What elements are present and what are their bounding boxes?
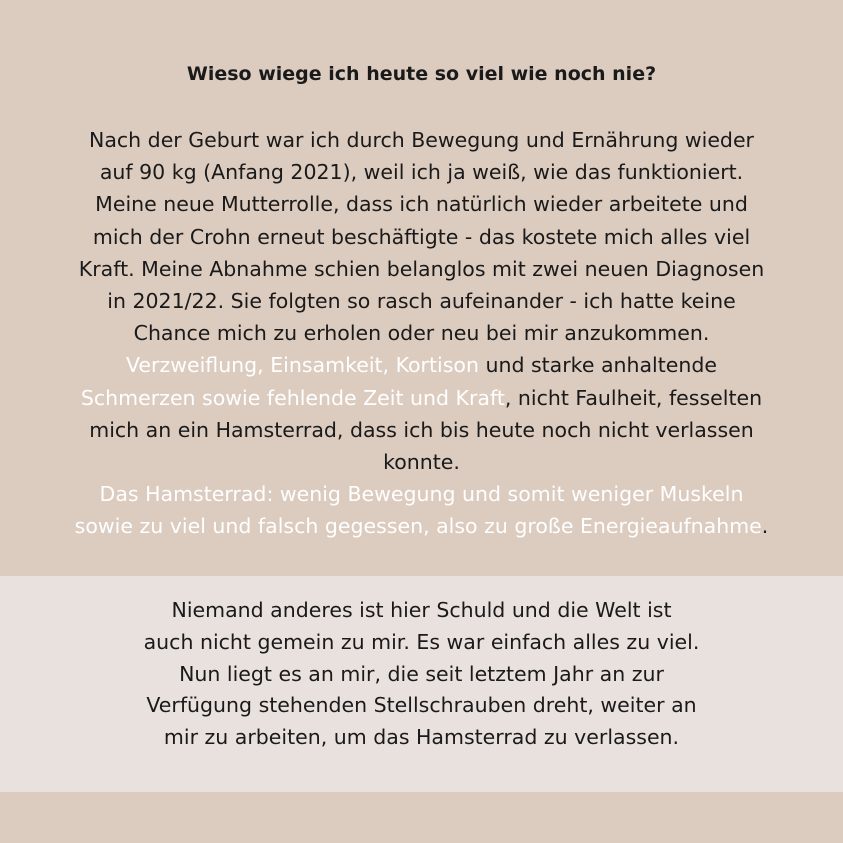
paragraph-line [55, 349, 788, 381]
paragraph-line: auf 90 kg (Anfang 2021), weil ich ja weiß, wie das funktioniert. [99, 160, 744, 185]
highlight-text: Verzweiflung, Einsamkeit, Kortison [125, 353, 479, 378]
highlight-text: Das Hamsterrad: wenig Bewegung und somit weniger Muskeln [99, 482, 744, 507]
closing-line: Nun liegt es an mir, die seit letztem Jahr an zur [179, 661, 664, 686]
closing-line: Verfügung stehenden Stellschrauben dreht, weiter an [146, 693, 697, 718]
highlight-text: sowie zu viel und falsch gegessen, also zu große Energieaufnahme [74, 514, 762, 539]
paragraph-line: in 2021/22. Sie folgten so rasch aufeinander - ich hatte keine [107, 289, 736, 314]
paragraph-text: . [761, 514, 769, 539]
paragraph-line: Meine neue Mutterrolle, dass ich natürlich wieder arbeitete und [95, 192, 748, 217]
paragraph-line: Chance mich zu erholen oder neu bei mir anzukommen. [133, 321, 710, 346]
paragraph-text: und starke anhaltende [478, 353, 718, 378]
paragraph-line: konnte. [383, 450, 460, 475]
closing-line: auch nicht gemein zu mir. Es war einfach alles zu viel. [143, 629, 700, 654]
footer-band [0, 792, 843, 843]
closing-line: mir zu arbeiten, um das Hamsterrad zu verlassen. [163, 725, 680, 750]
paragraph-line: mich der Crohn erneut beschäftigte - das kostete mich alles viel [92, 224, 751, 249]
paragraph-line: Kraft. Meine Abnahme schien belanglos mit zwei neuen Diagnosen [78, 256, 765, 281]
page-title: Wieso wiege ich heute so viel wie noch nie? [186, 63, 657, 85]
paragraph-line [55, 382, 788, 414]
paragraph-line: Nach der Geburt war ich durch Bewegung und Ernährung wieder [89, 128, 754, 152]
paragraph-line: mich an ein Hamsterrad, dass ich bis heute noch nicht verlassen [89, 417, 754, 442]
paragraph-text: , nicht Faulheit, fesselten [504, 385, 763, 410]
story-paragraph [55, 124, 788, 543]
closing-line: Niemand anderes ist hier Schuld und die Welt ist [171, 598, 672, 622]
paragraph-line [55, 510, 788, 542]
highlight-text: Schmerzen sowie fehlende Zeit und Kraft [80, 385, 505, 410]
closing-paragraph [60, 595, 783, 754]
